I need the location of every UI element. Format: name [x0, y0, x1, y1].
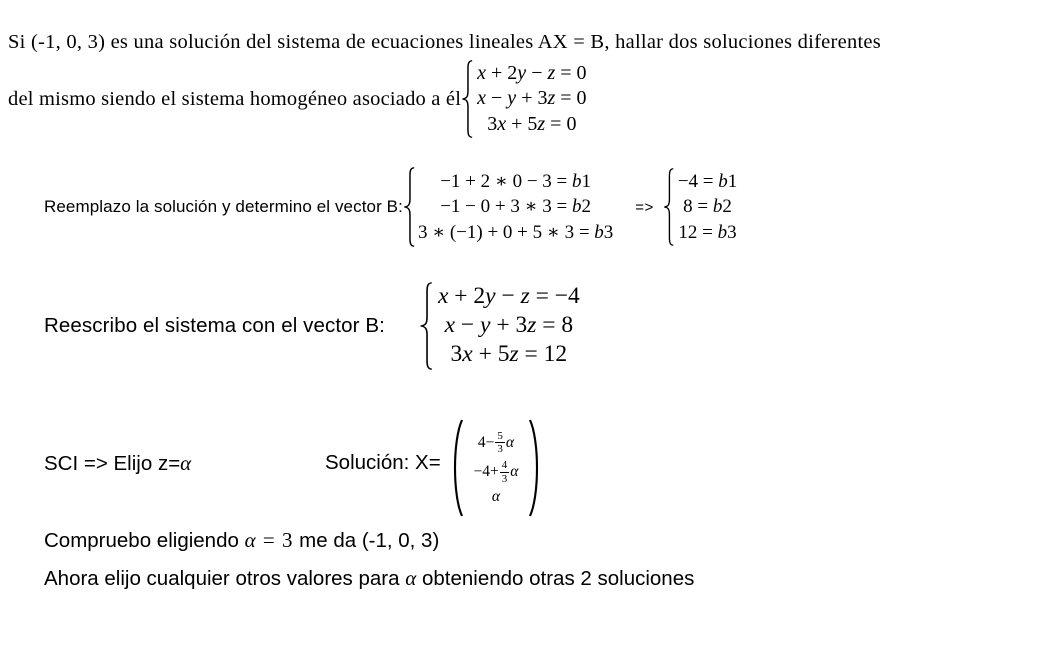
equation: x − y + 3z = 8 [444, 312, 574, 338]
fraction-denominator: 3 [497, 443, 503, 456]
left-paren-icon [448, 419, 464, 517]
vector-entry-2 [474, 459, 519, 485]
final-prefix: Ahora elijo cualquier otros valores para [44, 567, 406, 590]
alpha-symbol: α [405, 566, 417, 590]
equation: x + 2y − z = 0 [477, 61, 587, 84]
implies-arrow: => [635, 198, 654, 216]
homogeneous-system [461, 60, 586, 138]
equation: x + 2y − z = −4 [437, 283, 580, 309]
fraction [495, 430, 505, 456]
vector-b-values [675, 169, 737, 246]
right-paren-icon [528, 419, 544, 517]
check-suffix: me da (-1, 0, 3) [293, 529, 440, 552]
left-brace-icon [663, 168, 675, 246]
rewritten-system [419, 282, 580, 370]
entry-suffix: α [505, 433, 515, 451]
equation: x − y + 3z = 0 [477, 87, 587, 110]
equation: 12 = b3 [678, 221, 737, 243]
entry-suffix: α [510, 463, 519, 481]
vector-entry-1 [478, 430, 514, 456]
fraction-denominator: 3 [501, 472, 508, 485]
substitution-equations [416, 169, 613, 246]
vector-b-system [663, 168, 737, 246]
step-rewrite-label: Reescribo el sistema con el vector B: [44, 313, 385, 337]
equation: 3x + 5z = 12 [450, 341, 568, 367]
equation: 3 ∗ (−1) + 0 + 5 ∗ 3 = b3 [417, 221, 614, 243]
final-remark-line [44, 566, 694, 591]
vector-entries [464, 419, 528, 517]
fraction [500, 459, 510, 485]
problem-statement-line1: Si (-1, 0, 3) es una solución del sistema de ecuaciones lineales AX = B, hallar dos soluciones diferentes [8, 31, 881, 53]
left-brace-icon [403, 167, 416, 247]
equation: −4 = b1 [677, 170, 738, 192]
problem-statement-line2: del mismo siendo el sistema homogéneo asociado a él [8, 87, 462, 110]
equation: 3x + 5z = 0 [487, 112, 577, 135]
check-math: α = 3 [244, 528, 294, 552]
equation: −1 − 0 + 3 ∗ 3 = b2 [440, 196, 591, 218]
problem-statement-line2-row [8, 59, 587, 139]
alpha-symbol: α [180, 451, 192, 475]
step-replace-label: Reemplazo la solución y determino el vector B: [44, 197, 403, 216]
check-line [44, 528, 439, 553]
entry-alpha: α [491, 488, 501, 506]
step-rewrite-row [44, 281, 580, 370]
fraction-numerator: 4 [501, 459, 508, 471]
left-brace-icon [461, 60, 474, 138]
vector-entry-3 [492, 488, 500, 506]
step-replace-row [44, 167, 737, 247]
sci-choice-line [44, 451, 191, 476]
check-prefix: Compruebo eligiendo [44, 529, 245, 552]
equation: 8 = b2 [683, 196, 732, 218]
fraction-numerator: 5 [497, 429, 503, 442]
equation: −1 + 2 ∗ 0 − 3 = b1 [440, 170, 591, 192]
rewritten-equations [434, 282, 580, 369]
solution-label: Solución: X= [325, 451, 441, 474]
left-brace-icon [419, 282, 434, 370]
final-suffix: obteniendo otras 2 soluciones [416, 567, 695, 590]
entry-prefix: −4+ [473, 463, 499, 481]
homogeneous-equations [474, 61, 586, 138]
sci-label: SCI => Elijo z= [44, 452, 181, 475]
substitution-system [403, 167, 613, 247]
entry-prefix: 4− [477, 433, 495, 451]
solution-vector [448, 419, 544, 517]
